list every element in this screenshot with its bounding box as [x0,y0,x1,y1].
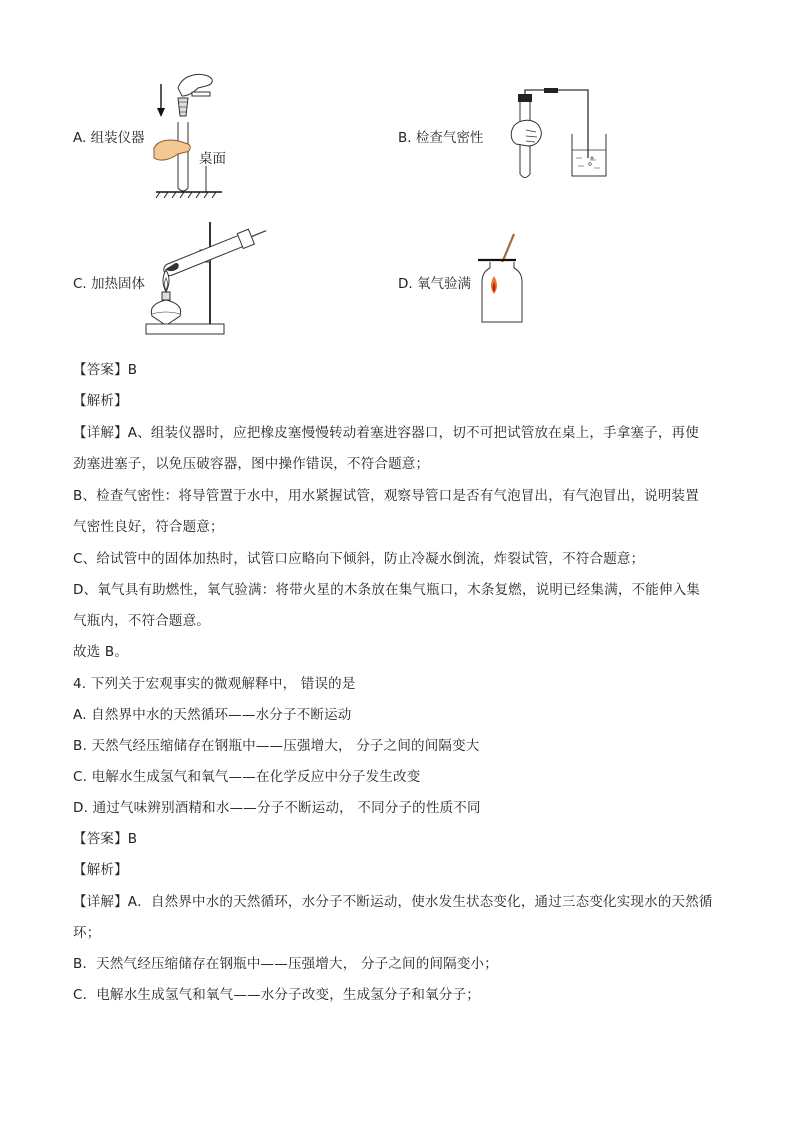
q4-answer: 【答案】B [73,831,138,847]
q3-detail-b-line1: B、检查气密性：将导管置于水中，用水紧握试管，观察导管口是否有气泡冒出，有气泡冒出，说明装置 [73,488,699,504]
q4-stem: 4. 下列关于宏观事实的微观解释中， 错误的是 [73,676,356,692]
q3-answer: 【答案】B [73,362,138,378]
heat-solid-illustration [138,212,268,340]
option-d-label: D. 氧气验满 [398,276,471,292]
q3-detail-b-line2: 气密性良好，符合题意； [73,519,224,535]
q4-option-c: C. 电解水生成氢气和氧气——在化学反应中分子发生改变 [73,769,421,785]
desk-label: 桌面 [199,151,226,167]
q3-detail-c: C、给试管中的固体加热时，试管口应略向下倾斜，防止冷凝水倒流，炸裂试管，不符合题意； [73,551,645,567]
q3-detail-a-line1: 【详解】A、组装仪器时，应把橡皮塞慢慢转动着塞进容器口，切不可把试管放在桌上，手拿塞子，再使 [73,425,699,441]
oxygen-full-test-illustration [474,232,534,328]
airtightness-check-illustration [500,86,615,182]
option-b-label: B. 检查气密性 [398,130,484,146]
q3-conclusion: 故选 B。 [73,644,129,660]
q3-detail-a-line2: 劲塞进塞子，以免压破容器，图中操作错误，不符合题意； [73,456,430,472]
q4-detail-c: C．电解水生成氢气和氧气——水分子改变，生成氢分子和氧分子； [73,987,480,1003]
q4-detail-a-line2: 环； [73,925,101,941]
q4-detail-a-line1: 【详解】A．自然界中水的天然循环，水分子不断运动，使水发生状态变化，通过三态变化实现水的天然循 [73,894,713,910]
assemble-apparatus-illustration [148,70,238,200]
q4-option-b: B. 天然气经压缩储存在钢瓶中——压强增大， 分子之间的间隔变大 [73,738,480,754]
q3-detail-d-line2: 气瓶内，不符合题意。 [73,613,210,629]
option-a-label: A. 组装仪器 [73,130,145,146]
q4-option-d: D. 通过气味辨别酒精和水——分子不断运动， 不同分子的性质不同 [73,800,481,816]
option-c-label: C. 加热固体 [73,276,146,292]
q3-analysis-heading: 【解析】 [73,393,128,409]
q4-detail-b: B．天然气经压缩储存在钢瓶中——压强增大， 分子之间的间隔变小； [73,956,498,972]
q3-detail-d-line1: D、氧气具有助燃性，氧气验满：将带火星的木条放在集气瓶口，木条复燃，说明已经集满，不能伸入集 [73,582,701,598]
q4-option-a: A. 自然界中水的天然循环——水分子不断运动 [73,707,352,723]
q4-analysis-heading: 【解析】 [73,862,128,878]
